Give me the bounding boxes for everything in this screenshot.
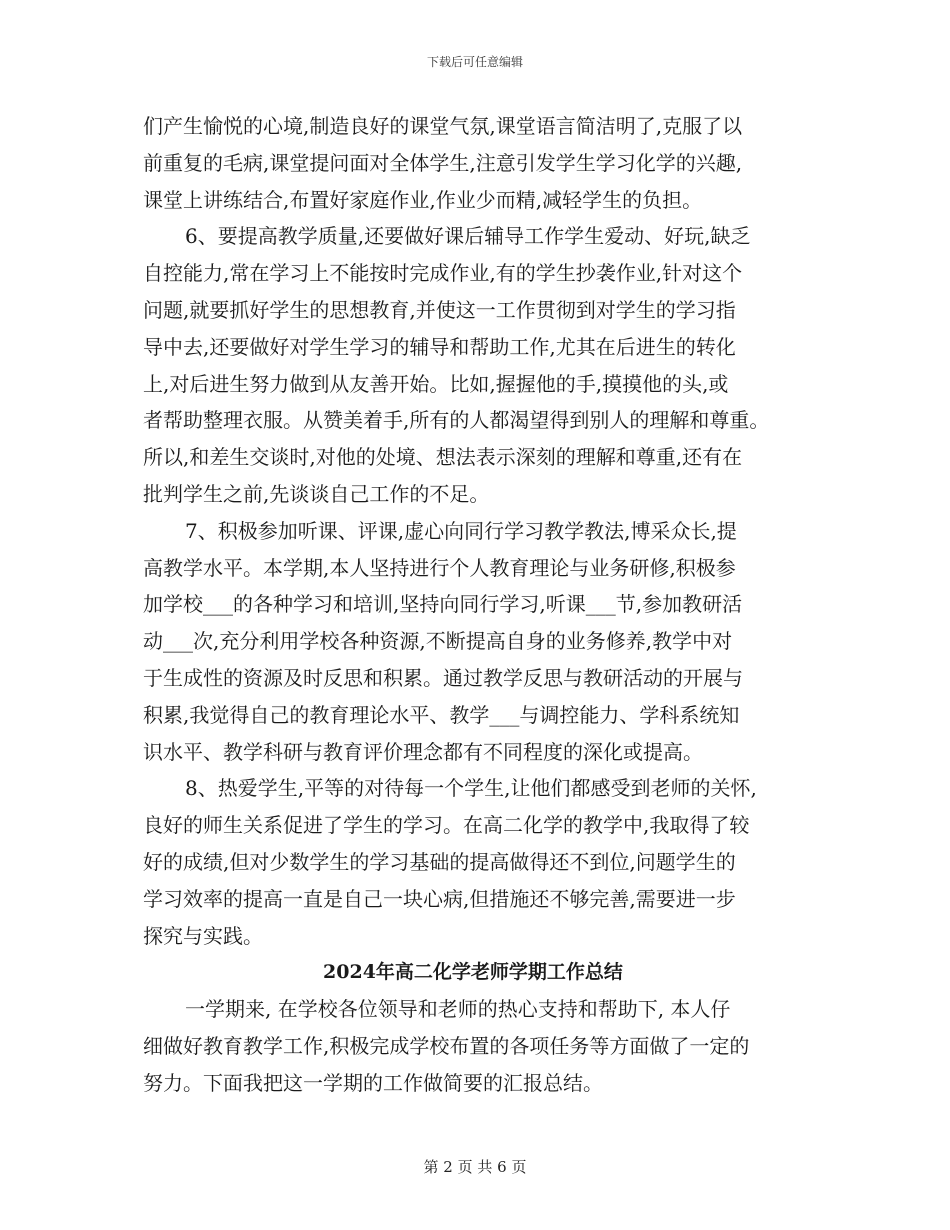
text-line: 识水平、教学科研与教育评价理念都有不同程度的深化或提高。 [143,739,703,764]
text-line: 们产生愉悦的心境,制造良好的课堂气氛,课堂语言简洁明了,克服了以 [143,114,743,138]
page-header: 下载后可任意编辑 [426,55,523,69]
paragraph-start-line: 一学期来, 在学校各位领导和老师的热心支持和帮助下, 本人仔 [185,997,731,1022]
text-line: 课堂上讲练结合,布置好家庭作业,作业少而精,减轻学生的负担。 [143,187,703,212]
page-footer: 第 2 页 共 6 页 [423,1158,527,1176]
paragraph-start-line: 8、热爱学生,平等的对待每一个学生,让他们都感受到老师的关怀, [185,776,757,801]
text-line: 努力。下面我把这一学期的工作做简要的汇报总结。 [143,1070,603,1095]
text-line: 前重复的毛病,课堂提问面对全体学生,注意引发学生学习化学的兴趣, [143,150,743,175]
text-line: 好的成绩,但对少数学生的学习基础的提高做得还不到位,问题学生的 [143,849,736,874]
text-line: 批判学生之前,先谈谈自己工作的不足。 [143,481,490,506]
text-line: 良好的师生关系促进了学生的学习。在高二化学的教学中,我取得了较 [143,813,750,838]
section-title: 2024年高二化学老师学期工作总结 [323,961,623,984]
text-line: 上,对后进生努力做到从友善开始。比如,握握他的手,摸摸他的头,或 [143,371,729,396]
text-line: 自控能力,常在学习上不能按时完成作业,有的学生抄袭作业,针对这个 [143,261,743,286]
text-line: 问题,就要抓好学生的思想教育,并使这一工作贯彻到对学生的学习指 [143,297,736,322]
text-line: 动___次,充分利用学校各种资源,不断提高自身的业务修养,教学中对 [143,629,733,654]
text-line: 所以,和差生交谈时,对他的处境、想法表示深刻的理解和尊重,还有在 [143,445,743,470]
text-line: 高教学水平。本学期,本人坚持进行个人教育理论与业务研修,积极参 [143,555,736,580]
document-body [143,108,823,1102]
text-line: 积累,我觉得自己的教育理论水平、教学___与调控能力、学科系统知 [143,702,740,727]
text-line: 探究与实践。 [143,923,263,948]
text-line: 者帮助整理衣服。从赞美着手,所有的人都渴望得到别人的理解和尊重。 [143,408,770,433]
paragraph-start-line: 7、积极参加听课、评课,虚心向同行学习教学教法,博采众长,提 [185,518,737,543]
text-line: 加学校___的各种学习和培训,坚持向同行学习,听课___节,参加教研活 [143,592,743,617]
text-line: 于生成性的资源及时反思和积累。通过教学反思与教研活动的开展与 [143,665,743,690]
text-line: 学习效率的提高一直是自己一块心病,但措施还不够完善,需要进一步 [143,886,736,911]
text-line: 细做好教育教学工作,积极完成学校布置的各项任务等方面做了一定的 [143,1033,750,1058]
paragraph-start-line: 6、要提高教学质量,还要做好课后辅导工作学生爱动、好玩,缺乏 [185,224,751,249]
text-line: 导中去,还要做好对学生学习的辅导和帮助工作,尤其在后进生的转化 [143,334,736,359]
